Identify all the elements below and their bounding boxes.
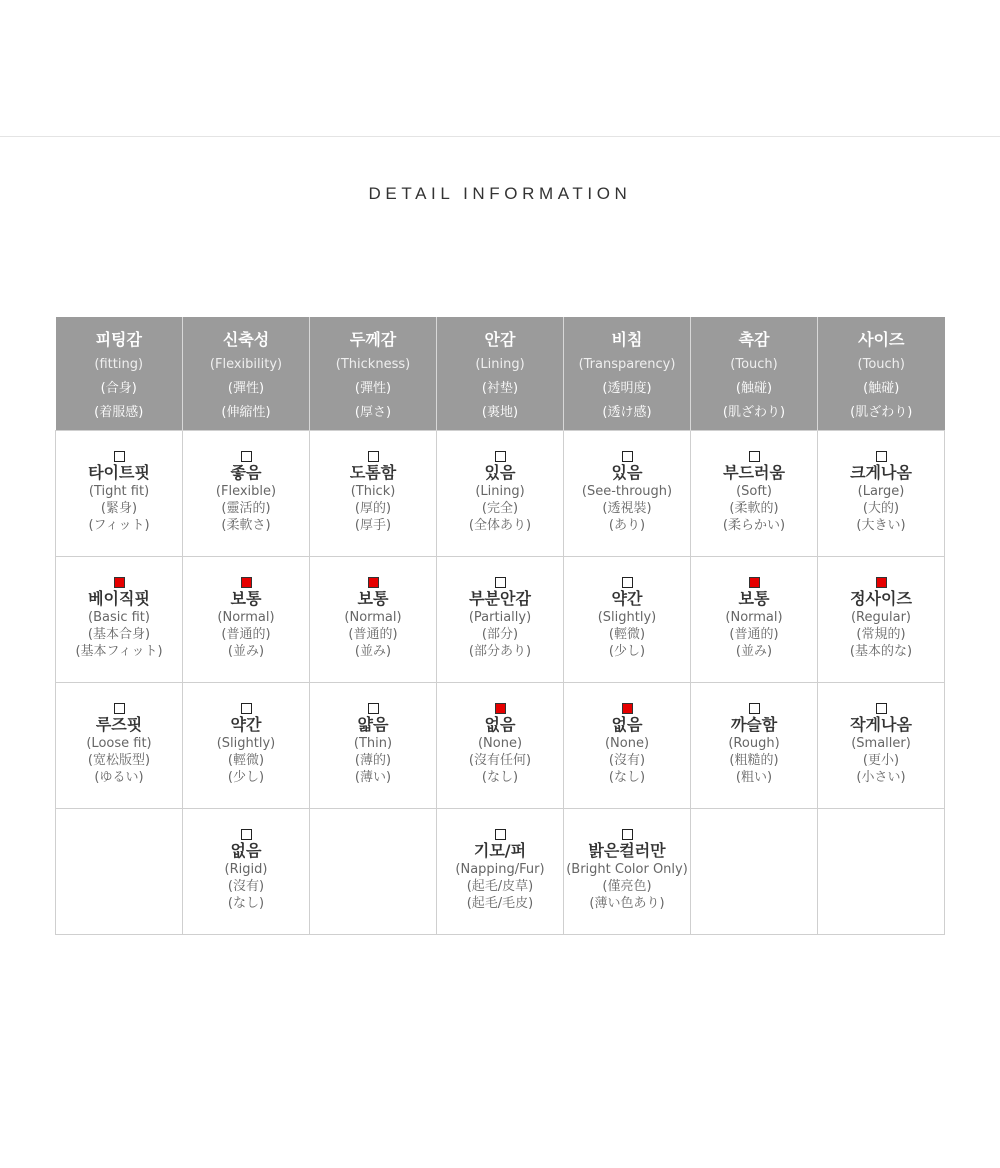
option-ja: (粗い)	[735, 770, 773, 785]
checked-box-icon	[495, 703, 506, 714]
option-item	[310, 431, 436, 534]
option-en: (Slightly)	[597, 610, 657, 625]
header-size: 사이즈 (Touch) (触碰) (肌ざわり)	[818, 317, 945, 431]
table-row	[56, 431, 945, 557]
option-en: (Rigid)	[224, 862, 268, 877]
option-label: 밝은컬러만	[588, 841, 666, 860]
checked-box-icon	[114, 577, 125, 588]
header-row	[56, 317, 945, 431]
option-label: 약간	[230, 715, 262, 734]
option-ja: (並み)	[227, 644, 265, 659]
unchecked-box-icon	[241, 703, 252, 714]
option-cell	[56, 683, 183, 809]
option-zh: (沒有)	[227, 879, 265, 894]
option-item	[691, 431, 817, 534]
option-item	[56, 683, 182, 786]
option-cell	[818, 809, 945, 935]
option-label: 루즈핏	[95, 715, 143, 734]
option-cell	[437, 809, 564, 935]
option-label: 보통	[357, 589, 389, 608]
header-lining: 안감 (Lining) (衬垫) (裏地)	[437, 317, 564, 431]
unchecked-box-icon	[749, 451, 760, 462]
option-cell	[691, 683, 818, 809]
option-en: (Flexible)	[215, 484, 277, 499]
option-zh: (靈活的)	[221, 501, 271, 516]
option-cell	[564, 683, 691, 809]
option-cell	[310, 809, 437, 935]
detail-table	[55, 317, 945, 935]
option-cell	[183, 809, 310, 935]
option-ja: (小さい)	[856, 770, 906, 785]
option-ja: (柔らかい)	[722, 518, 786, 533]
unchecked-box-icon	[368, 451, 379, 462]
unchecked-box-icon	[114, 451, 125, 462]
unchecked-box-icon	[368, 703, 379, 714]
option-cell	[56, 557, 183, 683]
option-en: (Thin)	[353, 736, 393, 751]
option-item	[183, 683, 309, 786]
option-item	[437, 683, 563, 786]
option-ja: (少し)	[227, 770, 265, 785]
option-ja: (基本的な)	[849, 644, 913, 659]
option-ja: (基本フィット)	[75, 644, 163, 659]
option-cell	[818, 557, 945, 683]
checked-box-icon	[368, 577, 379, 588]
option-en: (Bright Color Only)	[566, 862, 688, 877]
header-touch: 촉감 (Touch) (触碰) (肌ざわり)	[691, 317, 818, 431]
option-item	[564, 683, 690, 786]
option-zh: (僅亮色)	[602, 879, 652, 894]
top-divider	[0, 136, 1000, 137]
option-item	[183, 809, 309, 912]
option-zh: (厚的)	[354, 501, 392, 516]
option-item	[564, 431, 690, 534]
option-zh: (常規的)	[856, 627, 906, 642]
option-zh: (普通的)	[729, 627, 779, 642]
option-ja: (ゆるい)	[94, 770, 144, 785]
option-label: 있음	[484, 463, 516, 482]
option-label: 없음	[611, 715, 643, 734]
option-label: 없음	[230, 841, 262, 860]
option-label: 약간	[611, 589, 643, 608]
option-label: 좋음	[230, 463, 262, 482]
option-cell	[183, 557, 310, 683]
unchecked-box-icon	[622, 451, 633, 462]
option-item	[691, 683, 817, 786]
unchecked-box-icon	[241, 451, 252, 462]
unchecked-box-icon	[495, 577, 506, 588]
option-cell	[56, 431, 183, 557]
table-body	[56, 431, 945, 935]
option-label: 작게나옴	[850, 715, 912, 734]
option-label: 도톰함	[349, 463, 397, 482]
option-cell	[183, 683, 310, 809]
header-transparency: 비침 (Transparency) (透明度) (透け感)	[564, 317, 691, 431]
option-en: (Partially)	[468, 610, 532, 625]
table-row	[56, 557, 945, 683]
option-cell	[564, 431, 691, 557]
checked-box-icon	[241, 577, 252, 588]
option-item	[691, 557, 817, 660]
option-cell	[310, 557, 437, 683]
unchecked-box-icon	[622, 577, 633, 588]
option-en: (Smaller)	[851, 736, 911, 751]
option-ja: (厚手)	[354, 518, 392, 533]
option-cell	[437, 683, 564, 809]
unchecked-box-icon	[495, 829, 506, 840]
option-zh: (宽松版型)	[87, 753, 151, 768]
option-ja: (並み)	[735, 644, 773, 659]
option-cell	[818, 683, 945, 809]
option-cell	[564, 557, 691, 683]
option-ja: (薄い色あり)	[589, 896, 665, 911]
option-item	[818, 683, 944, 786]
option-zh: (完全)	[481, 501, 519, 516]
option-en: (Large)	[857, 484, 905, 499]
option-ja: (なし)	[227, 896, 265, 911]
option-ja: (フィット)	[88, 518, 150, 533]
option-label: 정사이즈	[850, 589, 912, 608]
unchecked-box-icon	[622, 829, 633, 840]
option-ja: (起毛/毛皮)	[466, 896, 534, 911]
option-en: (None)	[477, 736, 523, 751]
option-en: (Basic fit)	[88, 610, 150, 625]
option-cell	[437, 431, 564, 557]
option-cell	[818, 431, 945, 557]
option-zh: (起毛/皮草)	[466, 879, 534, 894]
option-item	[56, 557, 182, 660]
option-label: 보통	[230, 589, 262, 608]
option-label: 부드러움	[723, 463, 785, 482]
option-zh: (更小)	[862, 753, 900, 768]
option-item	[183, 557, 309, 660]
option-item	[564, 557, 690, 660]
option-cell	[183, 431, 310, 557]
option-item	[56, 431, 182, 534]
option-en: (Slightly)	[216, 736, 276, 751]
option-zh: (薄的)	[354, 753, 392, 768]
option-en: (Napping/Fur)	[455, 862, 545, 877]
option-en: (Normal)	[344, 610, 402, 625]
option-ja: (少し)	[608, 644, 646, 659]
option-zh: (部分)	[481, 627, 519, 642]
option-zh: (大的)	[862, 501, 900, 516]
option-label: 까슬함	[730, 715, 778, 734]
option-label: 보통	[738, 589, 770, 608]
option-ja: (なし)	[608, 770, 646, 785]
option-en: (None)	[604, 736, 650, 751]
option-zh: (普通的)	[348, 627, 398, 642]
option-zh: (普通的)	[221, 627, 271, 642]
option-zh: (緊身)	[100, 501, 138, 516]
option-item	[437, 809, 563, 912]
checked-box-icon	[749, 577, 760, 588]
option-cell	[310, 431, 437, 557]
unchecked-box-icon	[749, 703, 760, 714]
option-en: (Soft)	[736, 484, 772, 499]
option-item	[310, 557, 436, 660]
option-en: (Thick)	[350, 484, 396, 499]
unchecked-box-icon	[876, 451, 887, 462]
option-item	[818, 557, 944, 660]
option-zh: (柔軟的)	[729, 501, 779, 516]
unchecked-box-icon	[114, 703, 125, 714]
unchecked-box-icon	[241, 829, 252, 840]
option-ja: (部分あり)	[468, 644, 532, 659]
checked-box-icon	[876, 577, 887, 588]
option-zh: (粗糙的)	[729, 753, 779, 768]
checked-box-icon	[622, 703, 633, 714]
table-row	[56, 683, 945, 809]
option-ja: (あり)	[608, 518, 646, 533]
option-ja: (大きい)	[856, 518, 906, 533]
option-label: 베이직핏	[88, 589, 150, 608]
option-ja: (なし)	[481, 770, 519, 785]
option-label: 있음	[611, 463, 643, 482]
option-label: 없음	[484, 715, 516, 734]
option-ja: (薄い)	[354, 770, 392, 785]
option-ja: (並み)	[354, 644, 392, 659]
option-en: (Lining)	[475, 484, 525, 499]
header-thickness: 두께감 (Thickness) (彈性) (厚さ)	[310, 317, 437, 431]
option-cell	[310, 683, 437, 809]
option-en: (Loose fit)	[86, 736, 152, 751]
option-item	[437, 431, 563, 534]
option-en: (Regular)	[850, 610, 911, 625]
option-en: (Tight fit)	[88, 484, 150, 499]
option-item	[564, 809, 690, 912]
section-title: DETAIL INFORMATION	[368, 184, 632, 203]
option-en: (Normal)	[217, 610, 275, 625]
option-cell	[437, 557, 564, 683]
option-label: 부분안감	[469, 589, 531, 608]
option-label: 타이트핏	[88, 463, 150, 482]
option-zh: (基本合身)	[87, 627, 151, 642]
option-en: (See-through)	[581, 484, 673, 499]
option-item	[183, 431, 309, 534]
option-label: 크게나옴	[850, 463, 912, 482]
table-row	[56, 809, 945, 935]
option-label: 기모/퍼	[473, 841, 527, 860]
option-ja: (全体あり)	[468, 518, 532, 533]
option-en: (Rough)	[728, 736, 780, 751]
option-cell	[564, 809, 691, 935]
option-zh: (沒有任何)	[468, 753, 532, 768]
unchecked-box-icon	[876, 703, 887, 714]
option-zh: (沒有)	[608, 753, 646, 768]
option-cell	[691, 557, 818, 683]
option-cell	[56, 809, 183, 935]
option-item	[818, 431, 944, 534]
header-fitting: 피팅감 (fitting) (合身) (着服感)	[56, 317, 183, 431]
unchecked-box-icon	[495, 451, 506, 462]
header-flexibility: 신축성 (Flexibility) (彈性) (伸縮性)	[183, 317, 310, 431]
option-zh: (輕微)	[608, 627, 646, 642]
option-ja: (柔軟さ)	[221, 518, 271, 533]
option-zh: (輕微)	[227, 753, 265, 768]
option-zh: (透視裝)	[602, 501, 652, 516]
option-item	[310, 683, 436, 786]
option-cell	[691, 809, 818, 935]
option-item	[437, 557, 563, 660]
option-label: 얇음	[357, 715, 389, 734]
option-en: (Normal)	[725, 610, 783, 625]
option-cell	[691, 431, 818, 557]
